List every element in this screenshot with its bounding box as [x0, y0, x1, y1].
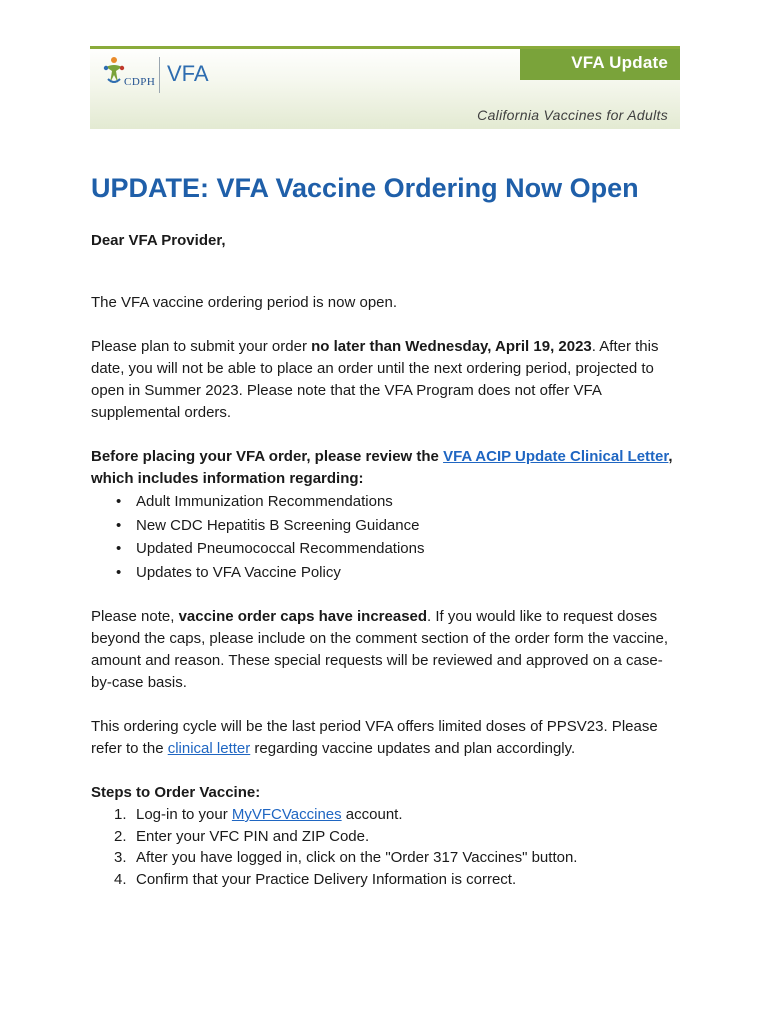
step-number: 4. — [114, 870, 127, 888]
ppsv23-text-before: This ordering cycle will be the last period VFA offers limited doses of PPSV23. Please refer to the — [91, 718, 658, 757]
caps-bold-text: vaccine order caps have increased — [178, 608, 428, 625]
list-item: • Updates to VFA Vaccine Policy — [136, 561, 681, 585]
steps-title: Steps to Order Vaccine: — [91, 784, 261, 801]
step-text: After you have logged in, click on the "Order 317 Vaccines" button. — [136, 849, 578, 866]
logo-vfa-text: VFA — [167, 61, 209, 86]
paragraph-deadline — [91, 336, 681, 424]
step-number: 3. — [114, 849, 127, 866]
banner-subtitle: California Vaccines for Adults — [477, 107, 668, 123]
clinical-letter-link[interactable]: VFA ACIP Update Clinical Letter — [443, 448, 669, 465]
deadline-date: no later than Wednesday, April 19, 2023 — [311, 338, 592, 355]
step-item — [114, 847, 681, 869]
step-item — [114, 826, 681, 848]
deadline-text-before: Please plan to submit your order — [91, 338, 312, 355]
header-banner — [90, 46, 680, 129]
steps-list — [91, 804, 681, 890]
logo-cdph-text: CDPH — [124, 76, 156, 88]
step-text: Enter your VFC PIN and ZIP Code. — [136, 827, 370, 845]
salutation: Dear VFA Provider, — [91, 232, 226, 249]
caps-text-after: . If you would like to request doses beyond the caps, please include on the comment section of the order form the vaccine, amount and reason. These special requests will be reviewed and approved on a case-by-case basis. — [91, 608, 669, 691]
myvfcvaccines-link[interactable]: MyVFCVaccines — [231, 806, 342, 823]
step-number: 2. — [114, 827, 127, 845]
paragraph-order-caps — [91, 606, 681, 694]
deadline-text-after: . After this date, you will not be able to place an order until the next ordering period, projected to open in Summer 2023. Please note that the VFA Program does not offer VFA supplemental orders. — [91, 338, 659, 421]
step-item — [114, 804, 681, 826]
step-text-after: account. — [341, 806, 403, 823]
logo-divider — [159, 57, 160, 93]
list-item: • Adult Immunization Recommendations — [136, 490, 681, 514]
ppsv23-text-after: regarding vaccine updates and plan accordingly. — [250, 740, 576, 757]
topics-list — [91, 490, 681, 584]
step-text: Confirm that your Practice Delivery Information is correct. — [136, 870, 517, 888]
paragraph-ordering-open: The VFA vaccine ordering period is now open. — [91, 294, 398, 311]
review-text-after: , which includes information regarding: — [91, 448, 673, 487]
cdph-vfa-logo — [102, 55, 252, 95]
list-item: • New CDC Hepatitis B Screening Guidance — [136, 514, 681, 538]
step-number: 1. — [114, 806, 127, 823]
step-text-before: Log-in to your — [136, 806, 232, 823]
clinical-letter-link-2[interactable]: clinical letter — [167, 740, 251, 757]
step-item — [114, 869, 681, 891]
paragraph-review-letter — [91, 446, 681, 490]
page-title: UPDATE: VFA Vaccine Ordering Now Open — [91, 173, 639, 203]
review-text-before: Before placing your VFA order, please review the — [91, 448, 444, 465]
banner-title-bar — [520, 49, 680, 80]
banner-title: VFA Update — [571, 53, 668, 72]
list-item: • Updated Pneumococcal Recommendations — [136, 537, 681, 561]
caps-text-before: Please note, — [91, 608, 179, 625]
cdph-figures-icon — [102, 55, 126, 91]
paragraph-ppsv23 — [91, 716, 681, 760]
letter-content — [91, 170, 681, 890]
